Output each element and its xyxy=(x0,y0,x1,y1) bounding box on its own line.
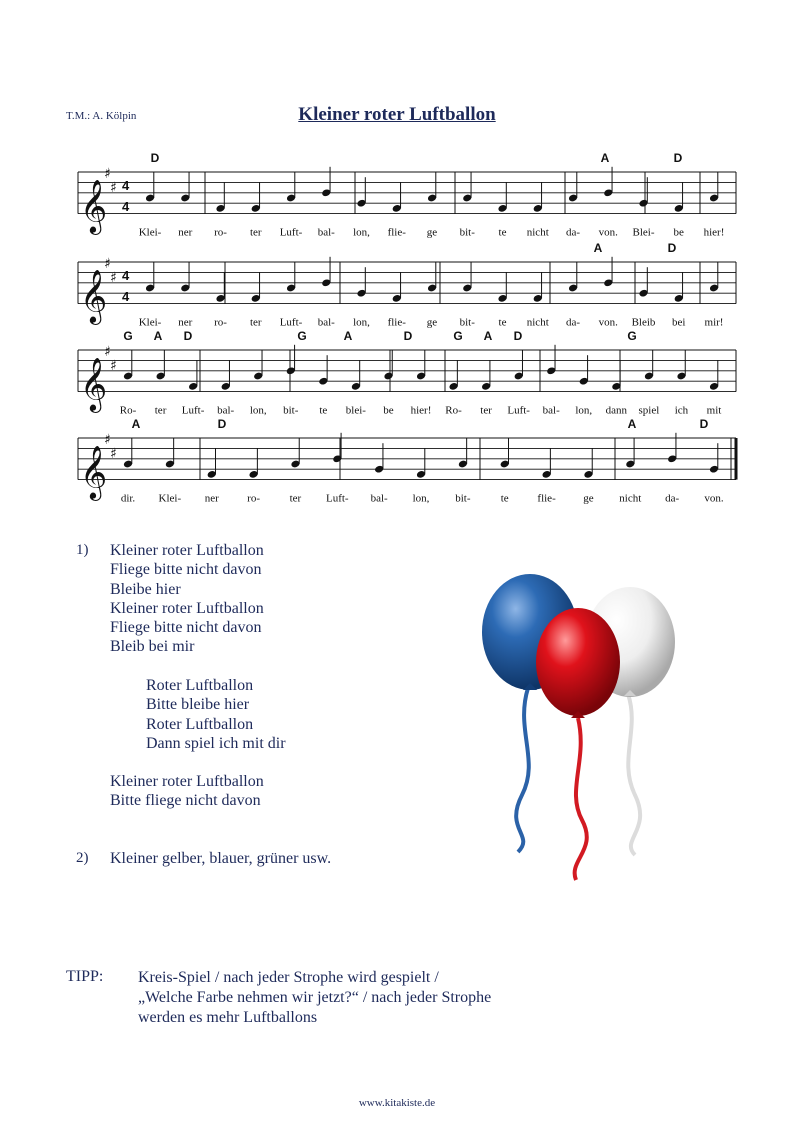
chord-symbol: D xyxy=(673,151,683,165)
footer-website: www.kitakiste.de xyxy=(358,1097,436,1109)
lyric-syllable: bal- xyxy=(317,316,335,329)
chord-symbol: D xyxy=(217,417,227,431)
chord-symbol: G xyxy=(453,329,463,343)
chord-symbol: A xyxy=(153,329,163,343)
treble-clef: 𝄞 xyxy=(80,356,108,411)
tip-line: Kreis-Spiel / nach jeder Strophe wird gespielt / xyxy=(138,969,439,986)
chord-symbol: G xyxy=(297,329,307,343)
treble-clef: 𝄞 xyxy=(80,444,108,499)
lyric-syllable: bal- xyxy=(317,226,335,239)
lyric-syllable: ter xyxy=(249,226,262,239)
lyric-syllable: lon, xyxy=(353,226,370,239)
lyric-syllable: nicht xyxy=(526,226,549,239)
lyric-syllable: ner xyxy=(178,226,193,239)
music-score xyxy=(0,150,794,510)
tip-label: TIPP: xyxy=(66,968,104,985)
sharp-sign: ♯ xyxy=(104,344,111,360)
chord-symbol: A xyxy=(483,329,493,343)
lyric-syllable: Luft- xyxy=(279,316,303,329)
lyric-syllable: da- xyxy=(665,492,680,505)
chord-symbol: A xyxy=(343,329,353,343)
chord-symbol: D xyxy=(667,241,677,255)
lyric-syllable: ge xyxy=(426,226,438,239)
time-signature: 4 xyxy=(122,268,130,283)
refrain-lines xyxy=(146,676,286,753)
lyric-syllable: dir. xyxy=(120,492,136,505)
lyric-syllable: ro- xyxy=(214,226,227,239)
lyric-syllable: mir! xyxy=(704,316,724,329)
chord-symbol: G xyxy=(123,329,133,343)
lyric-syllable: bit- xyxy=(459,226,475,239)
refrain-line: Roter Luftballon xyxy=(146,715,254,733)
chord-symbol: D xyxy=(699,417,709,431)
lyric-syllable: te xyxy=(319,404,328,417)
sharp-sign: ♯ xyxy=(110,358,117,374)
ending-lines xyxy=(110,772,264,811)
sharp-sign: ♯ xyxy=(104,166,111,182)
lyric-syllable: flie- xyxy=(387,226,406,239)
lyric-syllable: ich xyxy=(674,404,689,417)
lyric-syllable: blei- xyxy=(345,404,366,417)
verse-number-2: 2) xyxy=(76,850,89,866)
time-signature: 4 xyxy=(122,199,130,214)
lyric-syllable: Klei- xyxy=(138,316,162,329)
verse-line: Fliege bitte nicht davon xyxy=(110,561,262,579)
ending-line: Bitte fliege nicht davon xyxy=(110,792,261,810)
lyric-syllable: von. xyxy=(598,226,618,239)
verse-line: Bleib bei mir xyxy=(110,638,195,656)
sharp-sign: ♯ xyxy=(110,446,117,462)
refrain-line: Roter Luftballon xyxy=(146,677,254,694)
ending-line: Kleiner roter Luftballon xyxy=(110,773,264,790)
lyric-syllable: ro- xyxy=(214,316,227,329)
chord-symbol: A xyxy=(627,417,637,431)
lyric-syllable: Luft- xyxy=(325,492,349,505)
lyric-syllable: ner xyxy=(204,492,219,505)
tip-text xyxy=(138,968,491,1028)
lyric-syllable: ter xyxy=(154,404,167,417)
lyric-syllable: ge xyxy=(426,316,438,329)
treble-clef: 𝄞 xyxy=(80,178,108,233)
lyric-syllable: dann xyxy=(605,404,628,417)
lyric-syllable: ter xyxy=(249,316,262,329)
treble-clef: 𝄞 xyxy=(80,268,108,323)
credit: T.M.: A. Kölpin xyxy=(66,110,137,122)
refrain-line: Bitte bleibe hier xyxy=(146,696,250,714)
lyric-syllable: mit xyxy=(706,404,722,417)
lyric-syllable: Bleib xyxy=(631,316,656,329)
verse-1-lines xyxy=(110,541,264,657)
verse-line: Kleiner roter Luftballon xyxy=(110,599,264,617)
lyric-syllable: bal- xyxy=(542,404,560,417)
lyric-syllable: hier! xyxy=(410,404,432,417)
lyric-syllable: spiel xyxy=(638,404,660,417)
time-signature: 4 xyxy=(122,178,130,193)
lyric-syllable: lon, xyxy=(575,404,593,417)
verse-line: Bleibe hier xyxy=(110,580,181,598)
lyric-syllable: Blei- xyxy=(632,226,655,239)
lyric-syllable: da- xyxy=(565,226,581,239)
sharp-sign: ♯ xyxy=(110,180,117,196)
verse-line: Kleiner roter Luftballon xyxy=(110,542,264,559)
lyric-syllable: Ro- xyxy=(445,404,462,417)
lyric-syllable: Luft- xyxy=(279,226,303,239)
lyric-syllable: hier! xyxy=(703,226,725,239)
lyric-syllable: ter xyxy=(289,492,302,505)
sharp-sign: ♯ xyxy=(104,256,111,272)
three-balloons-icon xyxy=(470,570,690,890)
chord-symbol: D xyxy=(403,329,413,343)
lyric-syllable: von. xyxy=(598,316,618,329)
lyric-syllable: lon, xyxy=(249,404,267,417)
lyric-syllable: te xyxy=(498,316,507,329)
lyric-syllable: be xyxy=(673,226,684,239)
lyric-syllable: Luft- xyxy=(181,404,205,417)
lyric-syllable: lon, xyxy=(353,316,370,329)
lyric-syllable: bal- xyxy=(370,492,388,505)
lyric-syllable: da- xyxy=(565,316,581,329)
lyric-syllable: ter xyxy=(480,404,492,417)
chord-symbol: G xyxy=(627,329,637,343)
chord-symbol: D xyxy=(183,329,193,343)
chord-symbol: D xyxy=(150,151,160,165)
lyric-syllable: bit- xyxy=(459,316,475,329)
verse-line: Kleiner gelber, blauer, grüner usw. xyxy=(110,850,332,867)
lyric-syllable: bal- xyxy=(217,404,235,417)
lyric-syllable: bei xyxy=(672,316,686,329)
lyric-syllable: Luft- xyxy=(507,404,530,417)
verse-number-1: 1) xyxy=(76,542,89,558)
lyric-syllable: flie- xyxy=(387,316,406,329)
lyric-syllable: Klei- xyxy=(158,492,182,505)
lyric-syllable: ge xyxy=(583,492,594,505)
chord-symbol: A xyxy=(131,417,141,431)
lyric-syllable: Ro- xyxy=(119,404,137,417)
lyric-syllable: bit- xyxy=(283,404,299,417)
tip-line: „Welche Farbe nehmen wir jetzt?“ / nach jeder Strophe xyxy=(138,989,492,1006)
tip-line: werden es mehr Luftballons xyxy=(138,1009,318,1026)
lyric-syllable: be xyxy=(383,404,394,417)
lyric-syllable: von. xyxy=(704,492,724,505)
song-title: Kleiner roter Luftballon xyxy=(298,104,496,125)
verse-2-lines xyxy=(110,849,331,868)
lyric-syllable: flie- xyxy=(537,492,556,505)
lyric-syllable: Klei- xyxy=(138,226,162,239)
sharp-sign: ♯ xyxy=(104,432,111,448)
lyric-syllable: bit- xyxy=(455,492,471,505)
lyric-syllable: te xyxy=(498,226,507,239)
verse-line: Fliege bitte nicht davon xyxy=(110,619,262,637)
lyric-syllable: nicht xyxy=(619,492,642,505)
refrain-line: Dann spiel ich mit dir xyxy=(146,734,286,752)
lyric-syllable: nicht xyxy=(526,316,549,329)
sharp-sign: ♯ xyxy=(110,270,117,286)
chord-symbol: A xyxy=(600,151,610,165)
lyric-syllable: ner xyxy=(178,316,193,329)
lyric-syllable: te xyxy=(500,492,509,505)
lyric-syllable: ro- xyxy=(247,492,260,505)
chord-symbol: A xyxy=(593,241,603,255)
time-signature: 4 xyxy=(122,289,130,304)
chord-symbol: D xyxy=(513,329,523,343)
lyric-syllable: lon, xyxy=(412,492,430,505)
